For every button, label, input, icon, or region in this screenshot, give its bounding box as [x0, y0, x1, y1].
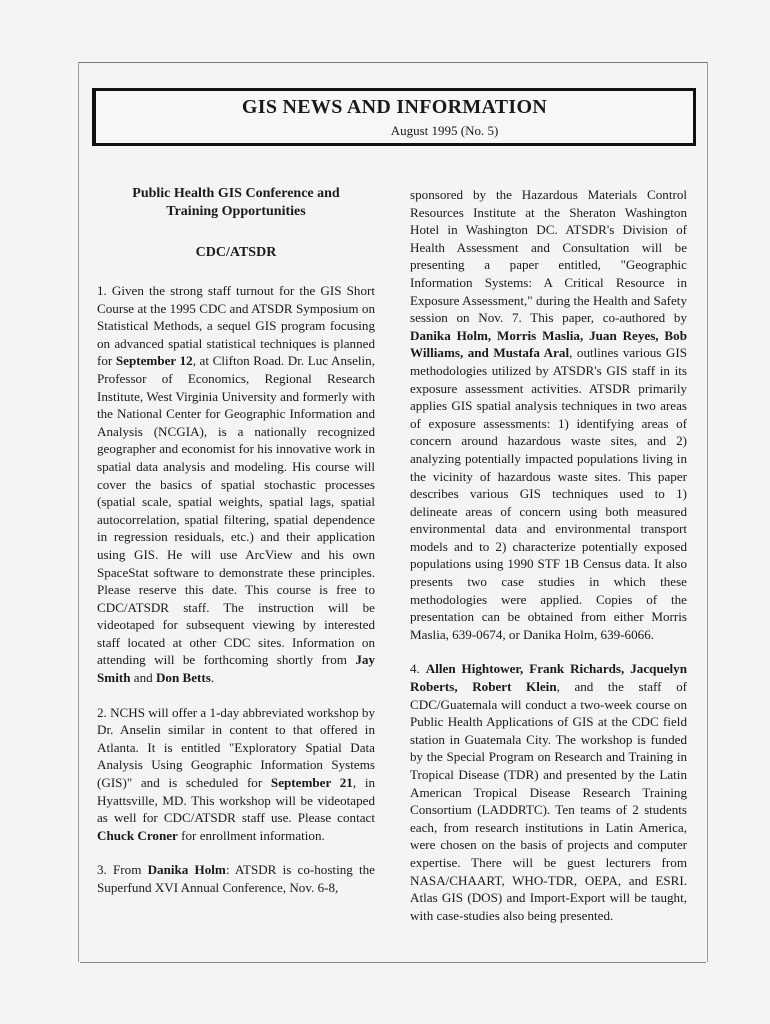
left-column: [97, 185, 375, 914]
bottom-rule: [80, 962, 706, 963]
subheading-cdc-atsdr: CDC/ATSDR: [195, 245, 277, 260]
paragraph-3: 3. From Danika Holm: ATSDR is co-hosting the Superfund XVI Annual Conference, Nov. 6-8,: [97, 862, 375, 895]
issue-date: August 1995 (No. 5): [390, 123, 499, 138]
left-rule: [78, 62, 79, 962]
right-rule: [707, 62, 708, 962]
bold-name: Don Betts: [155, 670, 211, 686]
masthead-banner: [92, 88, 696, 146]
section-heading-line1: Public Health GIS Conference and: [132, 186, 340, 201]
bold-name: Danika Holm: [147, 862, 226, 878]
bold-name: Chuck Croner: [97, 827, 178, 843]
paragraph-3-continued: sponsored by the Hazardous Materials Control Resources Institute at the Sheraton Washington Hotel in Washington DC. ATSDR's Division of Health Assessment and Consultation will be presenting a paper entitled, "Geographic Information Systems: A Critical Resource in Exposure Assessment," during the Health and Safety session on Nov. 7. This paper, co-authored by Danika Holm, Morris Maslia, Juan Reyes, Bob Williams, and Mustafa Aral, outlines various GIS methodologies utilized by ATSDR's GIS staff in its exposure assessment activities. ATSDR primarily applies GIS spatial analysis techniques in two areas of exposure assessments: 1) identifying areas of concern around hazardous waste sites, and 2) analyzing potentially impacted populations living in the vicinity of hazardous waste sites. This paper describes various GIS techniques used to 1) delineate areas of concern using both measured environmental data and environmental transport models and to 2) characterize potentially exposed populations using 1990 STF 1B Census data. It also presents two case studies in which these methodologies were applied. Copies of the presentation can be obtained from either Morris Maslia, 639-0674, or Danika Holm, 639-6066.: [410, 187, 687, 642]
section-heading-line2: Training Opportunities: [166, 204, 306, 219]
section-heading: [97, 185, 375, 221]
paragraph-1: 1. Given the strong staff turnout for the GIS Short Course at the 1995 CDC and ATSDR Symposium on Statistical Methods, a sequel GIS program focusing on advanced spatial statistical techniques is planned for September 12, at Clifton Road. Dr. Luc Anselin, Professor of Economics, Regional Research Institute, West Virginia University and formerly with the National Center for Geographic Information and Analysis (NCGIA), is a nationally recognized geographer and economist for his innovative work in spatial data analysis and modeling. His course will cover the basics of spatial stochastic processes (spatial scale, spatial weights, spatial lags, spatial autocorrelation, spatial filtering, spatial dependence in regression residuals, etc.) and their application using GIS. He will use ArcView and his own SpaceStat software to demonstrate these principles. Please reserve this date. This course is free to CDC/ATSDR staff. The instruction will be videotaped for subsequent viewing by interested staff located at other CDC sites. Information on attending will be forthcoming shortly from Jay Smith and Don Betts.: [97, 283, 375, 686]
right-column: [410, 186, 687, 941]
paragraph-2: 2. NCHS will offer a 1-day abbreviated workshop by Dr. Anselin similar in content to that offered in Atlanta. It is entitled "Exploratory Spatial Data Analysis Using Geographic Information Systems (GIS)" and is scheduled for September 21, in Hyattsville, MD. This workshop will be videotaped as well for CDC/ATSDR staff use. Please contact Chuck Croner for enrollment information.: [97, 704, 375, 843]
bold-name: Jay Smith: [97, 652, 375, 686]
newsletter-title: GIS NEWS AND INFORMATION: [241, 96, 548, 118]
top-rule: [78, 62, 708, 63]
bold-authors: Danika Holm, Morris Maslia, Juan Reyes, Bob Williams, and Mustafa Aral: [410, 327, 687, 361]
bold-date: September 12: [115, 353, 193, 369]
bold-authors: Allen Hightower, Frank Richards, Jacquelyn Roberts, Robert Klein: [410, 661, 688, 695]
paragraph-4: 4. Allen Hightower, Frank Richards, Jacquelyn Roberts, Robert Klein, and the staff of CDC/Guatemala will conduct a two-week course on Public Health Applications of GIS at the CDC field station in Guatemala City. The workshop is funded by the Special Program on Research and Training in Tropical Disease (TDR) and presented by the Latin American Tropical Disease Research Training Consortium (LADDRTC). Ten teams of 2 students each, from research institutions in Latin America, were chosen on the basis of projects and computer expertise. There will be guest lecturers from NASA/CHAART, WHO-TDR, OEPA, and ESRI. Atlas GIS (DOS) and Import-Export will be taught, with case-studies also being presented.: [410, 661, 688, 923]
bold-date: September 21: [270, 775, 353, 791]
